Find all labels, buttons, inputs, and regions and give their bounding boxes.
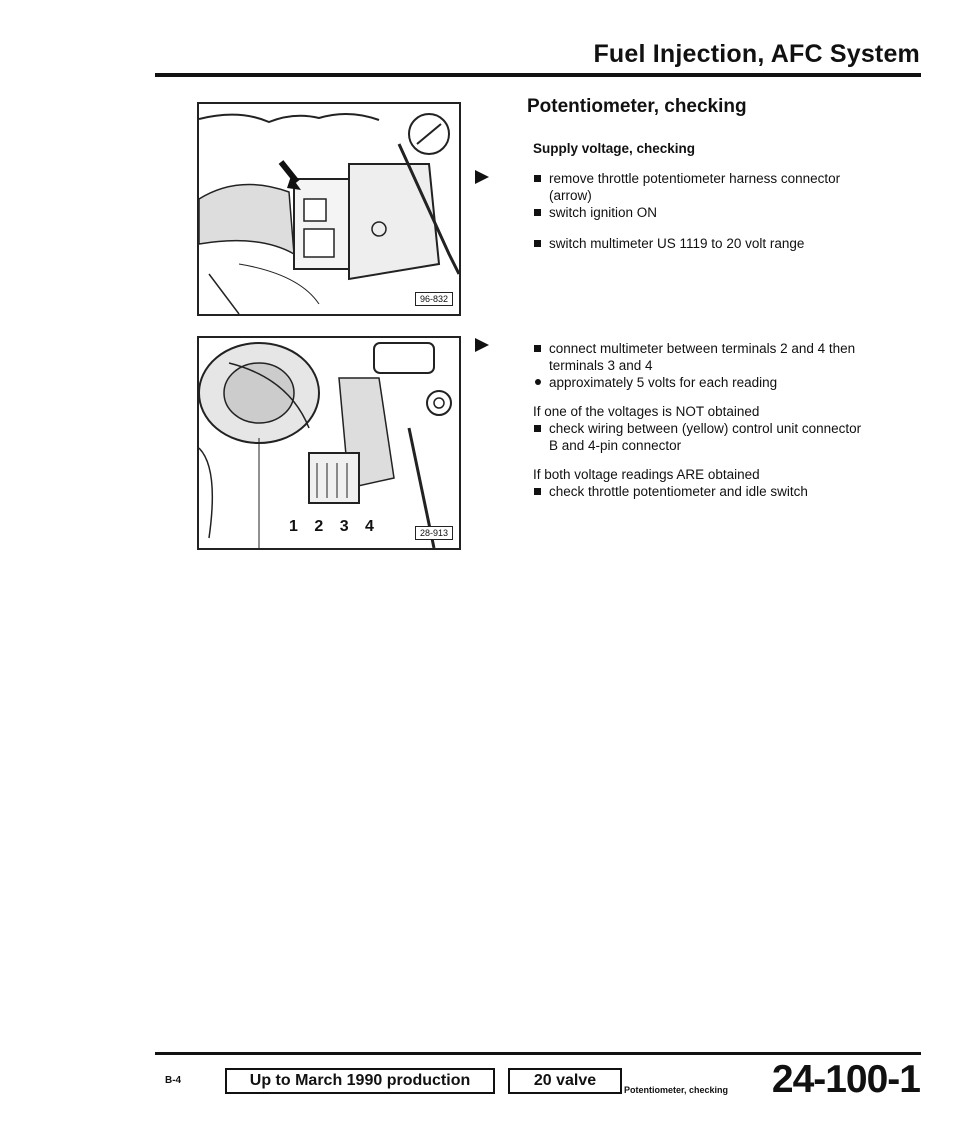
step2-block <box>533 340 873 500</box>
footer-rule <box>155 1052 921 1055</box>
figure-label: 28-913 <box>415 526 453 540</box>
step2-check-pot: check throttle potentiometer and idle switch <box>533 483 873 500</box>
terminal-numbers: 1 2 3 4 <box>289 518 380 535</box>
terminals-illustration <box>199 338 459 548</box>
step2-expect: approximately 5 volts for each reading <box>533 374 873 391</box>
step2-connect: connect multimeter between terminals 2 and 4 then terminals 3 and 4 <box>533 340 873 374</box>
step1-list <box>533 170 863 252</box>
throttle-connector-illustration <box>199 104 459 314</box>
production-badge: Up to March 1990 production <box>225 1068 495 1094</box>
header-rule <box>155 73 921 77</box>
figure-throttle-connector <box>197 102 461 316</box>
page-number: 24-100-1 <box>771 1058 920 1101</box>
valve-badge: 20 valve <box>508 1068 622 1094</box>
step2-if-not: If one of the voltages is NOT obtained <box>533 404 760 419</box>
subheading: Supply voltage, checking <box>533 141 696 156</box>
section-title: Potentiometer, checking <box>527 96 747 117</box>
page-code: B-4 <box>165 1075 182 1086</box>
figure-terminals <box>197 336 461 550</box>
step-arrow-icon <box>475 170 489 184</box>
step1-item: remove throttle potentiometer harness connector (arrow) <box>533 170 863 204</box>
footer-subject: Potentiometer, checking <box>624 1085 729 1095</box>
step1-item: switch ignition ON <box>533 204 863 221</box>
step2-check-wiring: check wiring between (yellow) control unit connector B and 4-pin connector <box>533 420 873 454</box>
figure-label: 96-832 <box>415 292 453 306</box>
page-header-title: Fuel Injection, AFC System <box>593 40 920 68</box>
step1-item: switch multimeter US 1119 to 20 volt range <box>533 235 863 252</box>
step-arrow-icon <box>475 338 489 352</box>
step2-if-both: If both voltage readings ARE obtained <box>533 467 760 482</box>
